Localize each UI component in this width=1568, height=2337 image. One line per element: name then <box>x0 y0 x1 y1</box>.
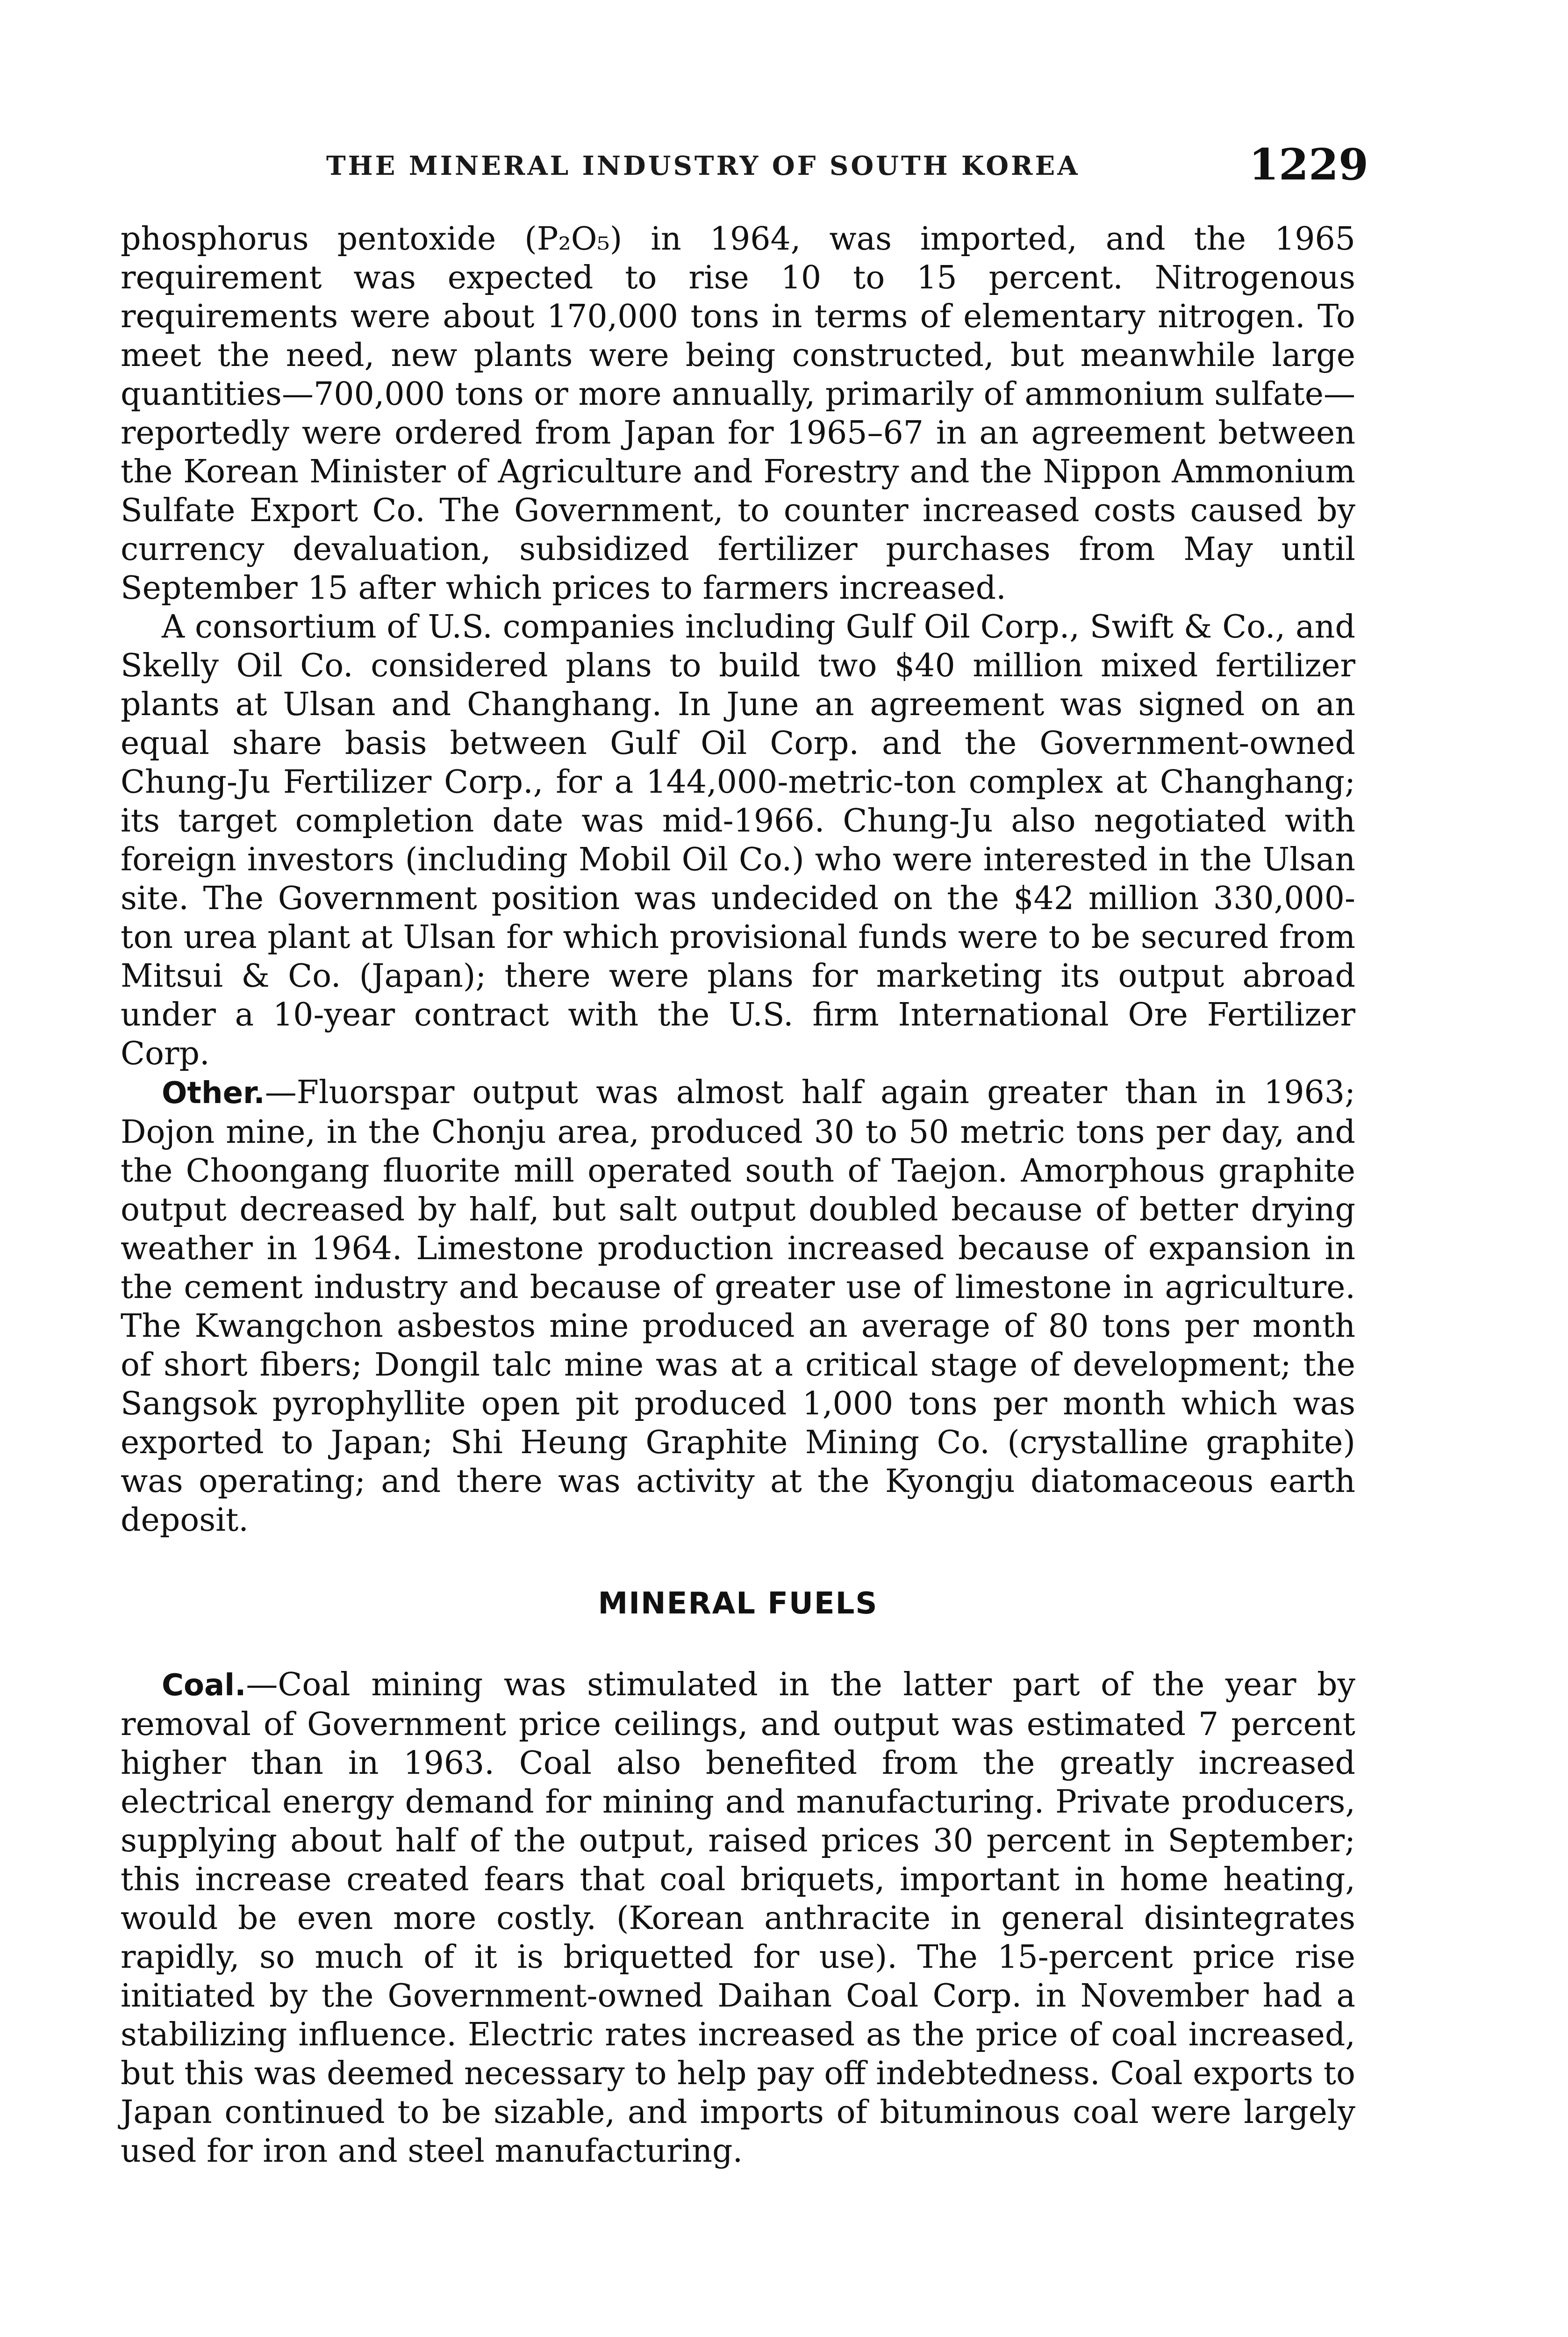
running-title: THE MINERAL INDUSTRY OF SOUTH KOREA <box>326 151 1080 181</box>
section-heading-mineral-fuels: MINERAL FUELS <box>598 1586 878 1621</box>
body-text <box>121 220 1355 2171</box>
paragraph-consortium: A consortium of U.S. companies including Gulf Oil Corp., Swift & Co., and Skelly Oil Co. considered plans to build two $40 million mixed fertilizer plants at Ulsan and Changhang. In June an agreement was signed on an equal share basis between Gulf Oil Corp. and the Government-owned Chung-Ju Fertilizer Corp., for a 144,000-metric-ton complex at Changhang; its target completion date was mid-1966. Chung-Ju also negotiated with foreign investors (including Mobil Oil Co.) who were interested in the Ulsan site. The Government position was undecided on the $42 million 330,000-ton urea plant at Ulsan for which provisional funds were to be secured from Mitsui & Co. (Japan); there were plans for marketing its output abroad under a 10-year contract with the U.S. firm International Ore Fertilizer Corp. <box>121 609 1355 1072</box>
paragraph-coal-text: —Coal mining was stimulated in the latter part of the year by removal of Government price ceilings, and output was estimated 7 percent higher than in 1963. Coal also benefited from the greatly increased electrical energy demand for mining and manufacturing. Private producers, supplying about half of the output, raised prices 30 percent in September; this increase created fears that coal briquets, important in home heating, would be even more costly. (Korean anthracite in general disintegrates rapidly, so much of it is briquetted for use). The 15-percent price rise initiated by the Government-owned Daihan Coal Corp. in November had a stabilizing influence. Electric rates increased as the price of coal increased, but this was deemed necessary to help pay off indebtedness. Coal exports to Japan continued to be sizable, and imports of bituminous coal were largely used for iron and steel manufacturing. <box>121 1666 1355 2170</box>
paragraph-other-minerals <box>121 1073 1355 1540</box>
paragraph-fertilizer-imports: phosphorus pentoxide (P₂O₅) in 1964, was imported, and the 1965 requirement was expected to rise 10 to 15 percent. Nitrogenous requirements were about 170,000 tons in terms of elementary nitrogen. To meet the need, new plants were being constructed, but meanwhile large quantities—700,000 tons or more annually, primarily of ammonium sulfate—reportedly were ordered from Japan for 1965–67 in an agreement between the Korean Minister of Agriculture and Forestry and the Nippon Ammonium Sulfate Export Co. The Government, to counter increased costs caused by currency devaluation, subsidized fertilizer purchases from May until September 15 after which prices to farmers increased. <box>121 221 1355 607</box>
page-number: 1229 <box>1248 139 1368 190</box>
paragraph-coal <box>121 1665 1355 2171</box>
running-head <box>121 139 1368 191</box>
paragraph-other-text: —Fluorspar output was almost half again greater than in 1963; Dojon mine, in the Chonju area, produced 30 to 50 metric tons per day, and the Choongang fluorite mill operated south of Taejon. Amorphous graphite output decreased by half, but salt output doubled because of better drying weather in 1964. Limestone production increased because of expansion in the cement industry and because of greater use of limestone in agriculture. The Kwangchon asbestos mine produced an average of 80 tons per month of short fibers; Dongil talc mine was at a critical stage of development; the Sangsok pyrophyllite open pit produced 1,000 tons per month which was exported to Japan; Shi Heung Graphite Mining Co. (crystalline graphite) was operating; and there was activity at the Kyongju diatomaceous earth deposit. <box>121 1074 1355 1539</box>
run-in-heading-coal: Coal. <box>162 1668 246 1703</box>
run-in-heading-other: Other. <box>162 1076 265 1111</box>
